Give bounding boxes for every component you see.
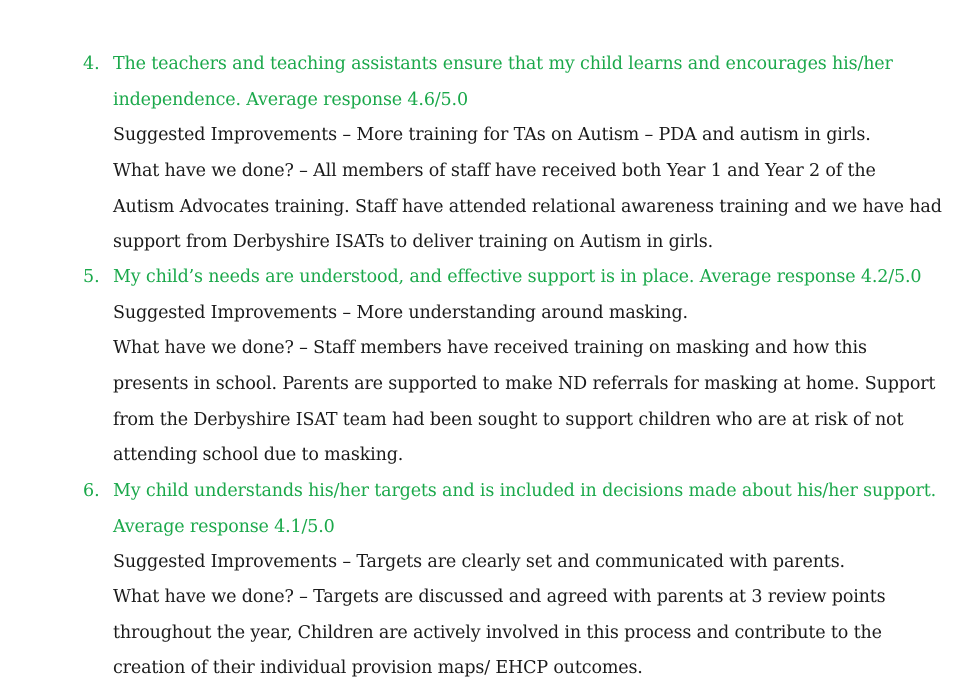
what-we-have-done-line: What have we done? – All members of staff have received both Year 1 and Year 2 of the bbox=[113, 161, 876, 181]
body-line: creation of their individual provision maps/ EHCP outcomes. bbox=[113, 658, 643, 678]
suggested-improvements-line: Suggested Improvements – Targets are clearly set and communicated with parents. bbox=[113, 552, 845, 572]
item-number: 4. bbox=[83, 54, 100, 74]
what-we-have-done-line: What have we done? – Staff members have received training on masking and how this bbox=[113, 338, 867, 358]
question-line: Average response 4.1/5.0 bbox=[113, 517, 335, 537]
suggested-improvements-line: Suggested Improvements – More understanding around masking. bbox=[113, 303, 688, 323]
item-number: 6. bbox=[83, 481, 100, 501]
question-line: My child’s needs are understood, and effective support is in place. Average response 4.2/5.0 bbox=[113, 267, 922, 287]
body-line: throughout the year, Children are actively involved in this process and contribute to the bbox=[113, 623, 882, 643]
what-we-have-done-line: What have we done? – Targets are discussed and agreed with parents at 3 review points bbox=[113, 587, 886, 607]
body-line: Autism Advocates training. Staff have attended relational awareness training and we have had bbox=[113, 197, 942, 217]
question-line: The teachers and teaching assistants ensure that my child learns and encourages his/her bbox=[113, 54, 893, 74]
body-line: attending school due to masking. bbox=[113, 445, 404, 465]
question-line: independence. Average response 4.6/5.0 bbox=[113, 90, 468, 110]
body-line: from the Derbyshire ISAT team had been sought to support children who are at risk of not bbox=[113, 410, 904, 430]
body-line: support from Derbyshire ISATs to deliver training on Autism in girls. bbox=[113, 232, 714, 252]
body-line: presents in school. Parents are supported to make ND referrals for masking at home. Support bbox=[113, 374, 936, 394]
item-number: 5. bbox=[83, 267, 100, 287]
question-line: My child understands his/her targets and is included in decisions made about his/her support. bbox=[113, 481, 937, 501]
suggested-improvements-line: Suggested Improvements – More training for TAs on Autism – PDA and autism in girls. bbox=[113, 125, 871, 145]
